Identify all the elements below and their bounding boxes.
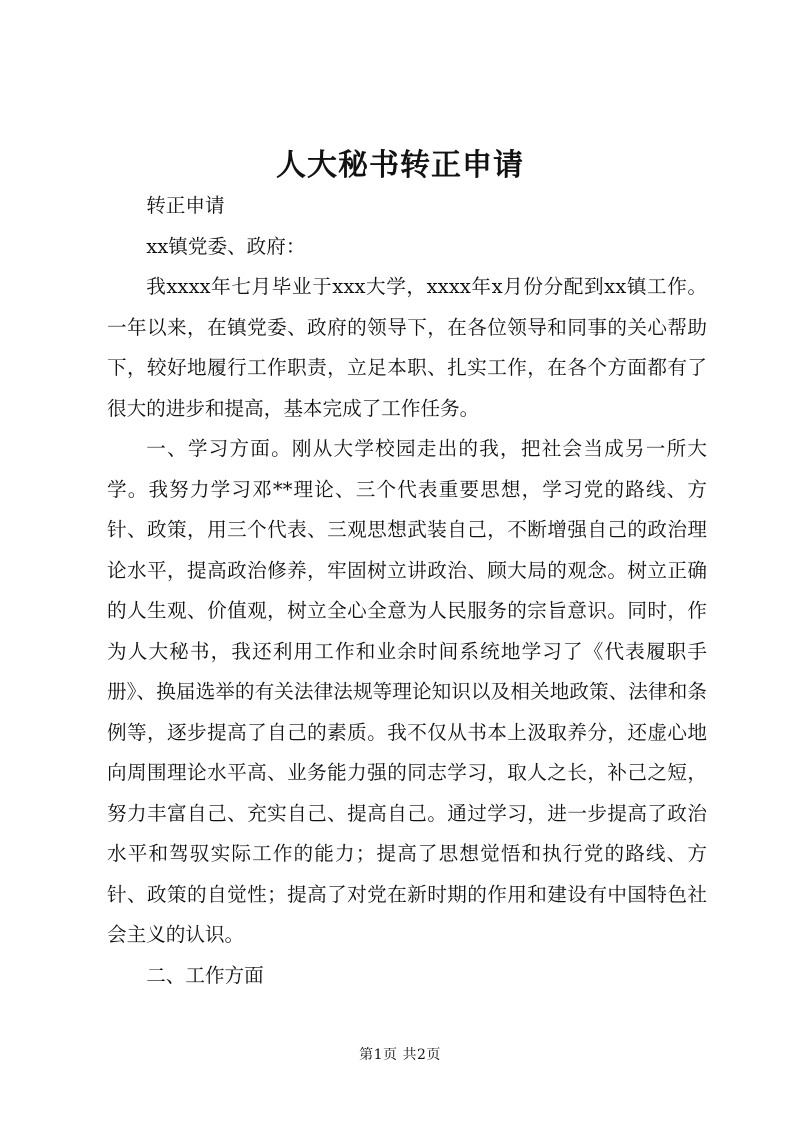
document-body bbox=[107, 186, 707, 996]
paragraph-introduction: 我xxxx年七月毕业于xxx大学，xxxx年x月份分配到xx镇工作。一年以来，在镇党委、政府的领导下，在各位领导和同事的关心帮助下，较好地履行工作职责，立足本职、扎实工作，在各个方面都有了很大的进步和提高，基本完成了工作任务。 bbox=[107, 275, 707, 420]
paragraph-work-section-heading: 二、工作方面 bbox=[146, 963, 264, 987]
paragraph-salutation: xx镇党委、政府： bbox=[146, 234, 306, 258]
paragraph-study-section: 一、学习方面。刚从大学校园走出的我，把社会当成另一所大学。我努力学习邓**理论、三个代表重要思想，学习党的路线、方针、政策，用三个代表、三观思想武装自己，不断增强自己的政治理论水平，提高政治修养，牢固树立讲政治、顾大局的观念。树立正确的人生观、价值观，树立全心全意为人民服务的宗旨意识。同时，作为人大秘书，我还利用工作和业余时间系统地学习了《代表履职手册》、换届选举的有关法律法规等理论知识以及相关地政策、法律和条例等，逐步提高了自己的素质。我不仅从书本上汲取养分，还虚心地向周围理论水平高、业务能力强的同志学习，取人之长，补己之短，努力丰富自己、充实自己、提高自己。通过学习，进一步提高了政治水平和驾驭实际工作的能力；提高了思想觉悟和执行党的路线、方针、政策的自觉性；提高了对党在新时期的作用和建设有中国特色社会主义的认识。 bbox=[107, 437, 707, 946]
paragraph-heading: 转正申请 bbox=[146, 194, 225, 217]
page-number-footer: 第1页 共2页 bbox=[359, 1047, 441, 1063]
page-title: 人大秘书转正申请 bbox=[276, 148, 524, 183]
